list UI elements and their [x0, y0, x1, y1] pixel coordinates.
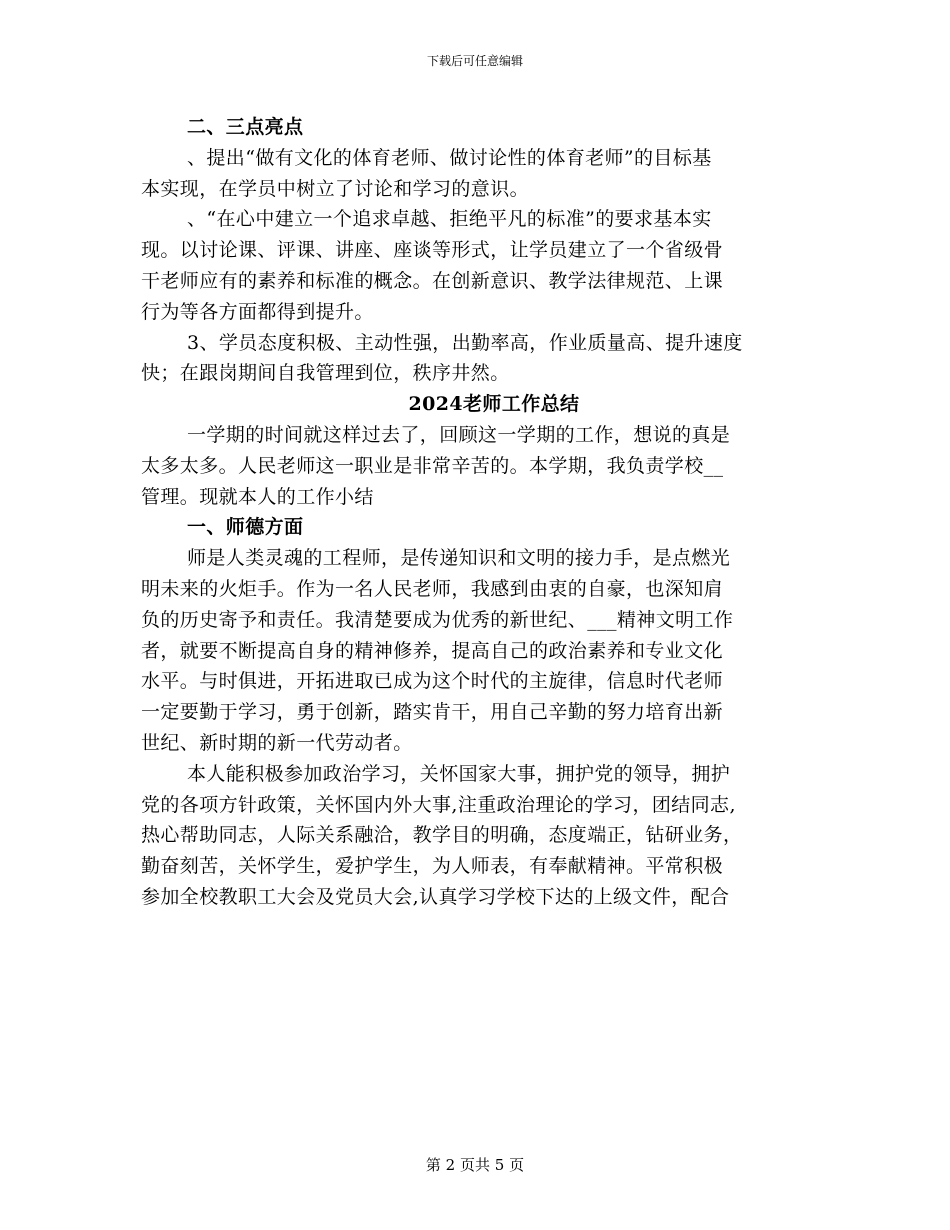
paragraph-line: 参加全校教职工大会及党员大会,认真学习学校下达的上级文件，配合 [141, 885, 730, 908]
page-header: 下载后可任意编辑 [426, 54, 523, 68]
paragraph-line: 现。以讨论课、评课、讲座、座谈等形式，让学员建立了一个省级骨 [141, 239, 724, 262]
paragraph-line: 3、学员态度积极、主动性强，出勤率高，作业质量高、提升速度 [187, 331, 743, 354]
paragraph-line: 一学期的时间就这样过去了，回顾这一学期的工作，想说的真是 [187, 423, 731, 446]
paragraph-line: 太多太多。人民老师这一职业是非常辛苦的。本学期，我负责学校__ [141, 454, 724, 477]
paragraph-line: 水平。与时俱进，开拓进取已成为这个时代的主旋律，信息时代老师 [141, 670, 724, 693]
paragraph-line: 本实现，在学员中树立了讨论和学习的意识。 [141, 177, 530, 200]
paragraph-line: 热心帮助同志，人际关系融洽，教学目的明确，态度端正，钻研业务， [141, 824, 743, 847]
paragraph-line: 党的各项方针政策，关怀国内外大事,注重政治理论的学习，团结同志, [141, 793, 736, 816]
paragraph-line: 勤奋刻苦，关怀学生，爱护学生，为人师表，有奉献精神。平常积极 [141, 855, 724, 878]
paragraph-line: 管理。现就本人的工作小结 [141, 485, 374, 508]
paragraph-line: 干老师应有的素养和标准的概念。在创新意识、教学法律规范、上课 [141, 269, 724, 292]
paragraph-line: 明未来的火炬手。作为一名人民老师，我感到由衷的自豪，也深知肩 [141, 577, 724, 600]
paragraph-line: 负的历史寄予和责任。我清楚要成为优秀的新世纪、___精神文明工作 [141, 608, 734, 631]
paragraph-line: 、“在心中建立一个追求卓越、拒绝平凡的标准”的要求基本实 [187, 208, 712, 231]
paragraph-line: 行为等各方面都得到提升。 [141, 300, 374, 323]
document-body [141, 112, 811, 913]
paragraph-line: 师是人类灵魂的工程师，是传递知识和文明的接力手，是点燃光 [187, 547, 731, 570]
paragraph-line: 、提出“做有文化的体育老师、做讨论性的体育老师”的目标基 [187, 146, 712, 169]
section-heading-highlights: 二、三点亮点 [187, 116, 304, 138]
paragraph-line: 本人能积极参加政治学习，关怀国家大事，拥护党的领导，拥护 [187, 762, 731, 785]
document-title: 2024老师工作总结 [408, 393, 580, 416]
section-heading-ethics: 一、师德方面 [187, 516, 304, 539]
paragraph-line: 世纪、新时期的新一代劳动者。 [141, 731, 413, 754]
paragraph-line: 快；在跟岗期间自我管理到位，秩序井然。 [141, 362, 510, 385]
paragraph-line: 者，就要不断提高自身的精神修养，提高自己的政治素养和专业文化 [141, 639, 724, 662]
page-footer: 第 2 页共 5 页 [425, 1156, 525, 1174]
paragraph-line: 一定要勤于学习，勇于创新，踏实肯干，用自己辛勤的努力培育出新 [141, 701, 724, 724]
